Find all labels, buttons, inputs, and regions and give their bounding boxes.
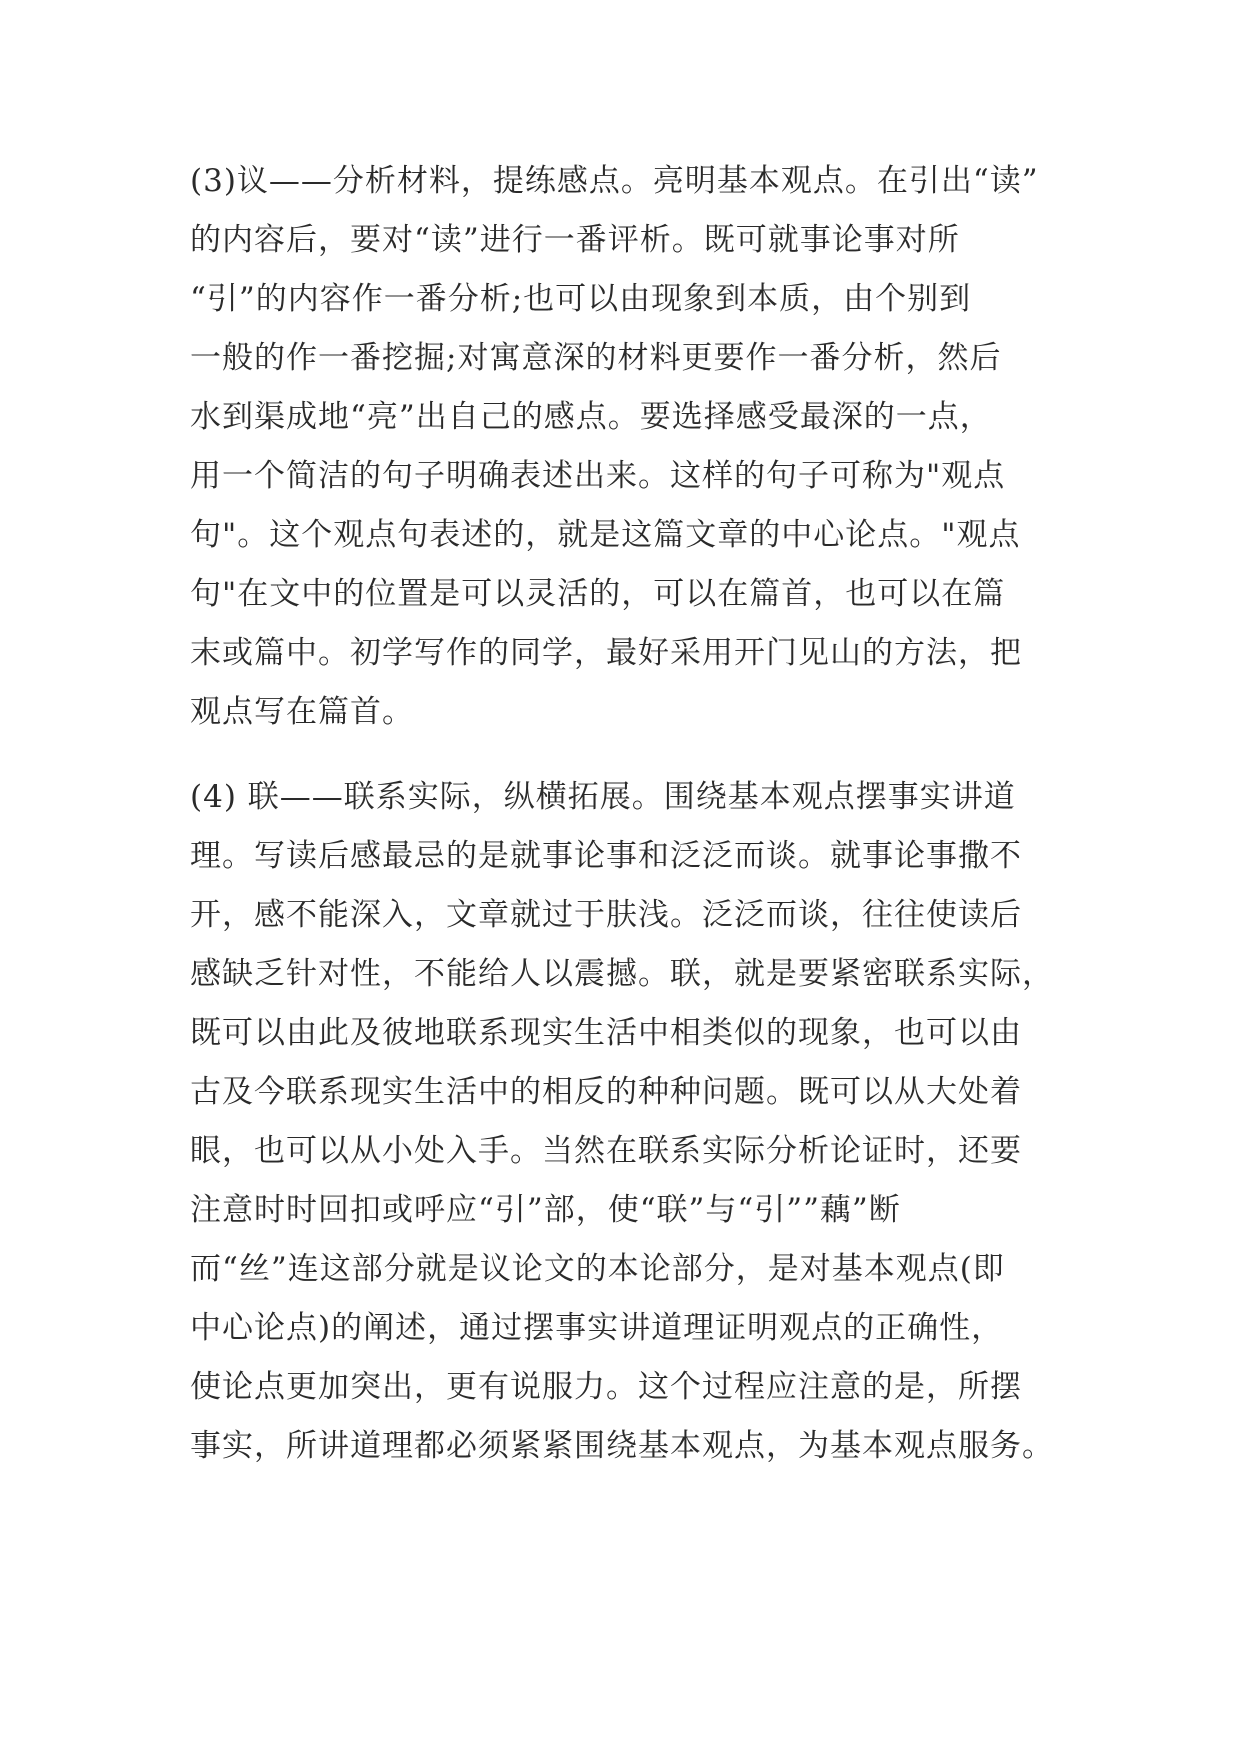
- text-line: 用一个简洁的句子明确表述出来。这样的句子可称为"观点: [190, 458, 1006, 494]
- text-line: 中心论点)的阐述，通过摆事实讲道理证明观点的正确性，: [190, 1310, 1004, 1346]
- text-line: 既可以由此及彼地联系现实生活中相类似的现象，也可以由: [190, 1015, 1022, 1051]
- text-line: 眼，也可以从小处入手。当然在联系实际分析论证时，还要: [190, 1133, 1022, 1169]
- text-line: 感缺乏针对性，不能给人以震撼。联，就是要紧密联系实际，: [190, 956, 1054, 992]
- text-line: 的内容后，要对“读”进行一番评析。既可就事论事对所: [190, 222, 960, 258]
- text-line: “引”的内容作一番分析;也可以由现象到本质，由个别到: [190, 281, 972, 317]
- text-line: 句"。这个观点句表述的，就是这篇文章的中心论点。"观点: [190, 517, 1021, 553]
- paragraph-3-yi: [190, 152, 1060, 742]
- text-line: (4) 联——联系实际，纵横拓展。围绕基本观点摆事实讲道: [190, 779, 1016, 815]
- text-line: 末或篇中。初学写作的同学，最好采用开门见山的方法，把: [190, 635, 1022, 671]
- text-line: 句"在文中的位置是可以灵活的，可以在篇首，也可以在篇: [190, 576, 1006, 612]
- text-line: 而“丝”连这部分就是议论文的本论部分，是对基本观点(即: [190, 1251, 1005, 1287]
- text-line: 使论点更加突出，更有说服力。这个过程应注意的是，所摆: [190, 1369, 1022, 1405]
- text-line: 古及今联系现实生活中的相反的种种问题。既可以从大处着: [190, 1074, 1022, 1110]
- text-line: 理。写读后感最忌的是就事论事和泛泛而谈。就事论事撒不: [190, 838, 1022, 874]
- paragraph-4-lian: [190, 768, 1060, 1476]
- text-line: 事实，所讲道理都必须紧紧围绕基本观点，为基本观点服务。: [190, 1428, 1054, 1464]
- text-line: (3)议——分析材料，提练感点。亮明基本观点。在引出“读”: [190, 163, 1039, 199]
- text-line: 开，感不能深入，文章就过于肤浅。泛泛而谈，往往使读后: [190, 897, 1022, 933]
- text-line: 一般的作一番挖掘;对寓意深的材料更要作一番分析，然后: [190, 340, 1002, 376]
- text-line: 注意时时回扣或呼应“引”部，使“联”与“引””藕”断: [190, 1192, 901, 1228]
- text-line: 观点写在篇首。: [190, 694, 414, 730]
- text-line: 水到渠成地“亮”出自己的感点。要选择感受最深的一点，: [190, 399, 992, 435]
